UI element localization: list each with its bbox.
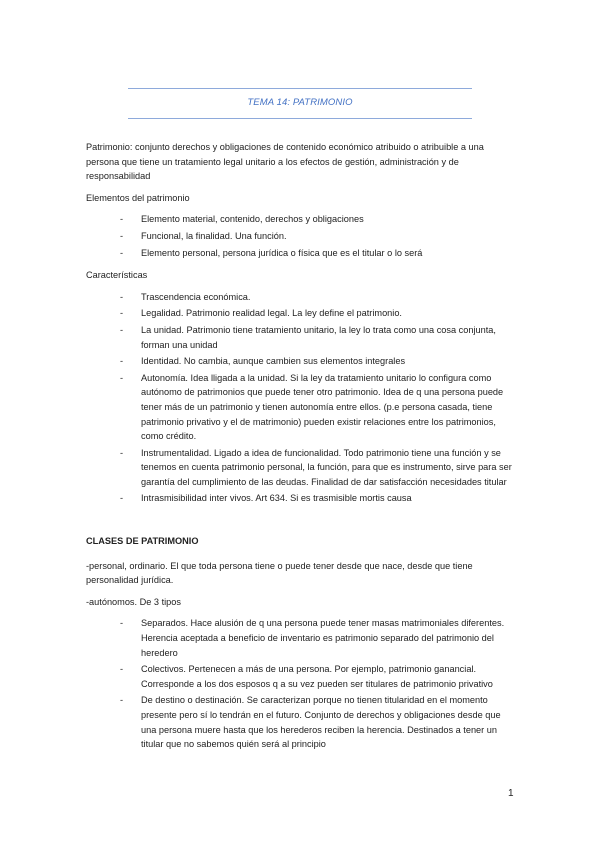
list-item: - Elemento personal, persona jurídica o física que es el titular o lo será — [86, 246, 516, 261]
bullet-dash: - — [120, 230, 124, 241]
bullet-dash: - — [120, 291, 124, 302]
list-item: - Colectivos. Pertenecen a más de una persona. Por ejemplo, patrimonio ganancial. Corresponde a los dos esposos q a su vez pueden ser titulares de patrimonio privativo — [120, 664, 493, 689]
list-item: - Identidad. No cambia, aunque cambien sus elementos integrales — [86, 354, 516, 369]
list-item: - Funcional, la finalidad. Una función. — [86, 229, 516, 244]
bullet-dash: - — [120, 356, 124, 367]
list-item: - De destino o destinación. Se caracterizan porque no tienen titularidad en el momento presente pero sí lo tendrán en el futuro. Conjunto de derechos y obligaciones desde que una persona muere hasta que los herederos reciben la herencia. Destinados a tener un titular que no sabemos quién será al principio — [120, 695, 501, 750]
document-body — [86, 140, 516, 760]
list-item: - La unidad. Patrimonio tiene tratamiento unitario, la ley lo trata como una cosa conjunta, forman una unidad — [120, 324, 496, 350]
list-item: - Instrumentalidad. Ligado a idea de funcionalidad. Todo patrimonio tiene una función y se tenemos en cuenta patrimonio personal, la función, para que es instrumento, sirve para ser garantía del cumplimiento de las deudas. Finalidad de dar satisfacción necesidades titular — [120, 447, 512, 487]
bullet-dash: - — [120, 664, 124, 675]
clases-personal: -personal, ordinario. El que toda persona tiene o puede tener desde que nace, desde que tiene personalidad jurídica. — [86, 560, 473, 586]
bullet-dash: - — [120, 214, 124, 225]
list-item: - Autonomía. Idea lligada a la unidad. Si la ley da tratamiento unitario lo configura como autónomo de patrimonios que puede tener otro patrimonio. Idea de q una persona puede tener más de un patrimonio y tienen autonomía entre ellos. (p.e persona casada, tiene patrimonio privativo y el de matrimonio) pueden existir relaciones entre los patrimonios, como crédito. — [120, 372, 504, 442]
title-rule-bottom — [128, 118, 472, 119]
bullet-dash: - — [120, 695, 124, 706]
clases-autonomos-intro: -autónomos. De 3 tipos — [86, 596, 181, 607]
elementos-list — [86, 212, 516, 260]
list-item: - Legalidad. Patrimonio realidad legal. La ley define el patrimonio. — [86, 306, 516, 321]
list-item: - Elemento material, contenido, derechos y obligaciones — [86, 212, 516, 227]
list-item: - Intrasmisibilidad inter vivos. Art 634. Si es trasmisible mortis causa — [86, 491, 516, 506]
title-rule-top — [128, 88, 472, 89]
elementos-heading: Elementos del patrimonio — [86, 192, 190, 203]
bullet-dash: - — [120, 618, 124, 629]
clases-list — [86, 616, 516, 751]
bullet-dash: - — [120, 493, 124, 504]
definition-paragraph: Patrimonio: conjunto derechos y obligaciones de contenido económico atribuido o atribuible a una persona que tiene un tratamiento legal unitario a los efectos de gestión, administración y de responsabilidad — [86, 142, 484, 182]
bullet-dash: - — [120, 308, 124, 319]
bullet-dash: - — [120, 324, 124, 335]
list-item: - Separados. Hace alusión de q una persona puede tener masas matrimoniales diferentes. Herencia aceptada a beneficio de inventario es patrimonio separado del patrimonio del heredero — [120, 618, 505, 658]
bullet-dash: - — [120, 247, 124, 258]
page-number: 1 — [508, 788, 514, 799]
bullet-dash: - — [120, 372, 124, 383]
bullet-dash: - — [120, 447, 124, 458]
caracteristicas-heading: Características — [86, 270, 148, 281]
clases-heading: CLASES DE PATRIMONIO — [86, 536, 199, 547]
caracteristicas-list — [86, 290, 516, 506]
page-title: TEMA 14: PATRIMONIO — [247, 97, 353, 108]
list-item: - Trascendencia económica. — [86, 290, 516, 305]
